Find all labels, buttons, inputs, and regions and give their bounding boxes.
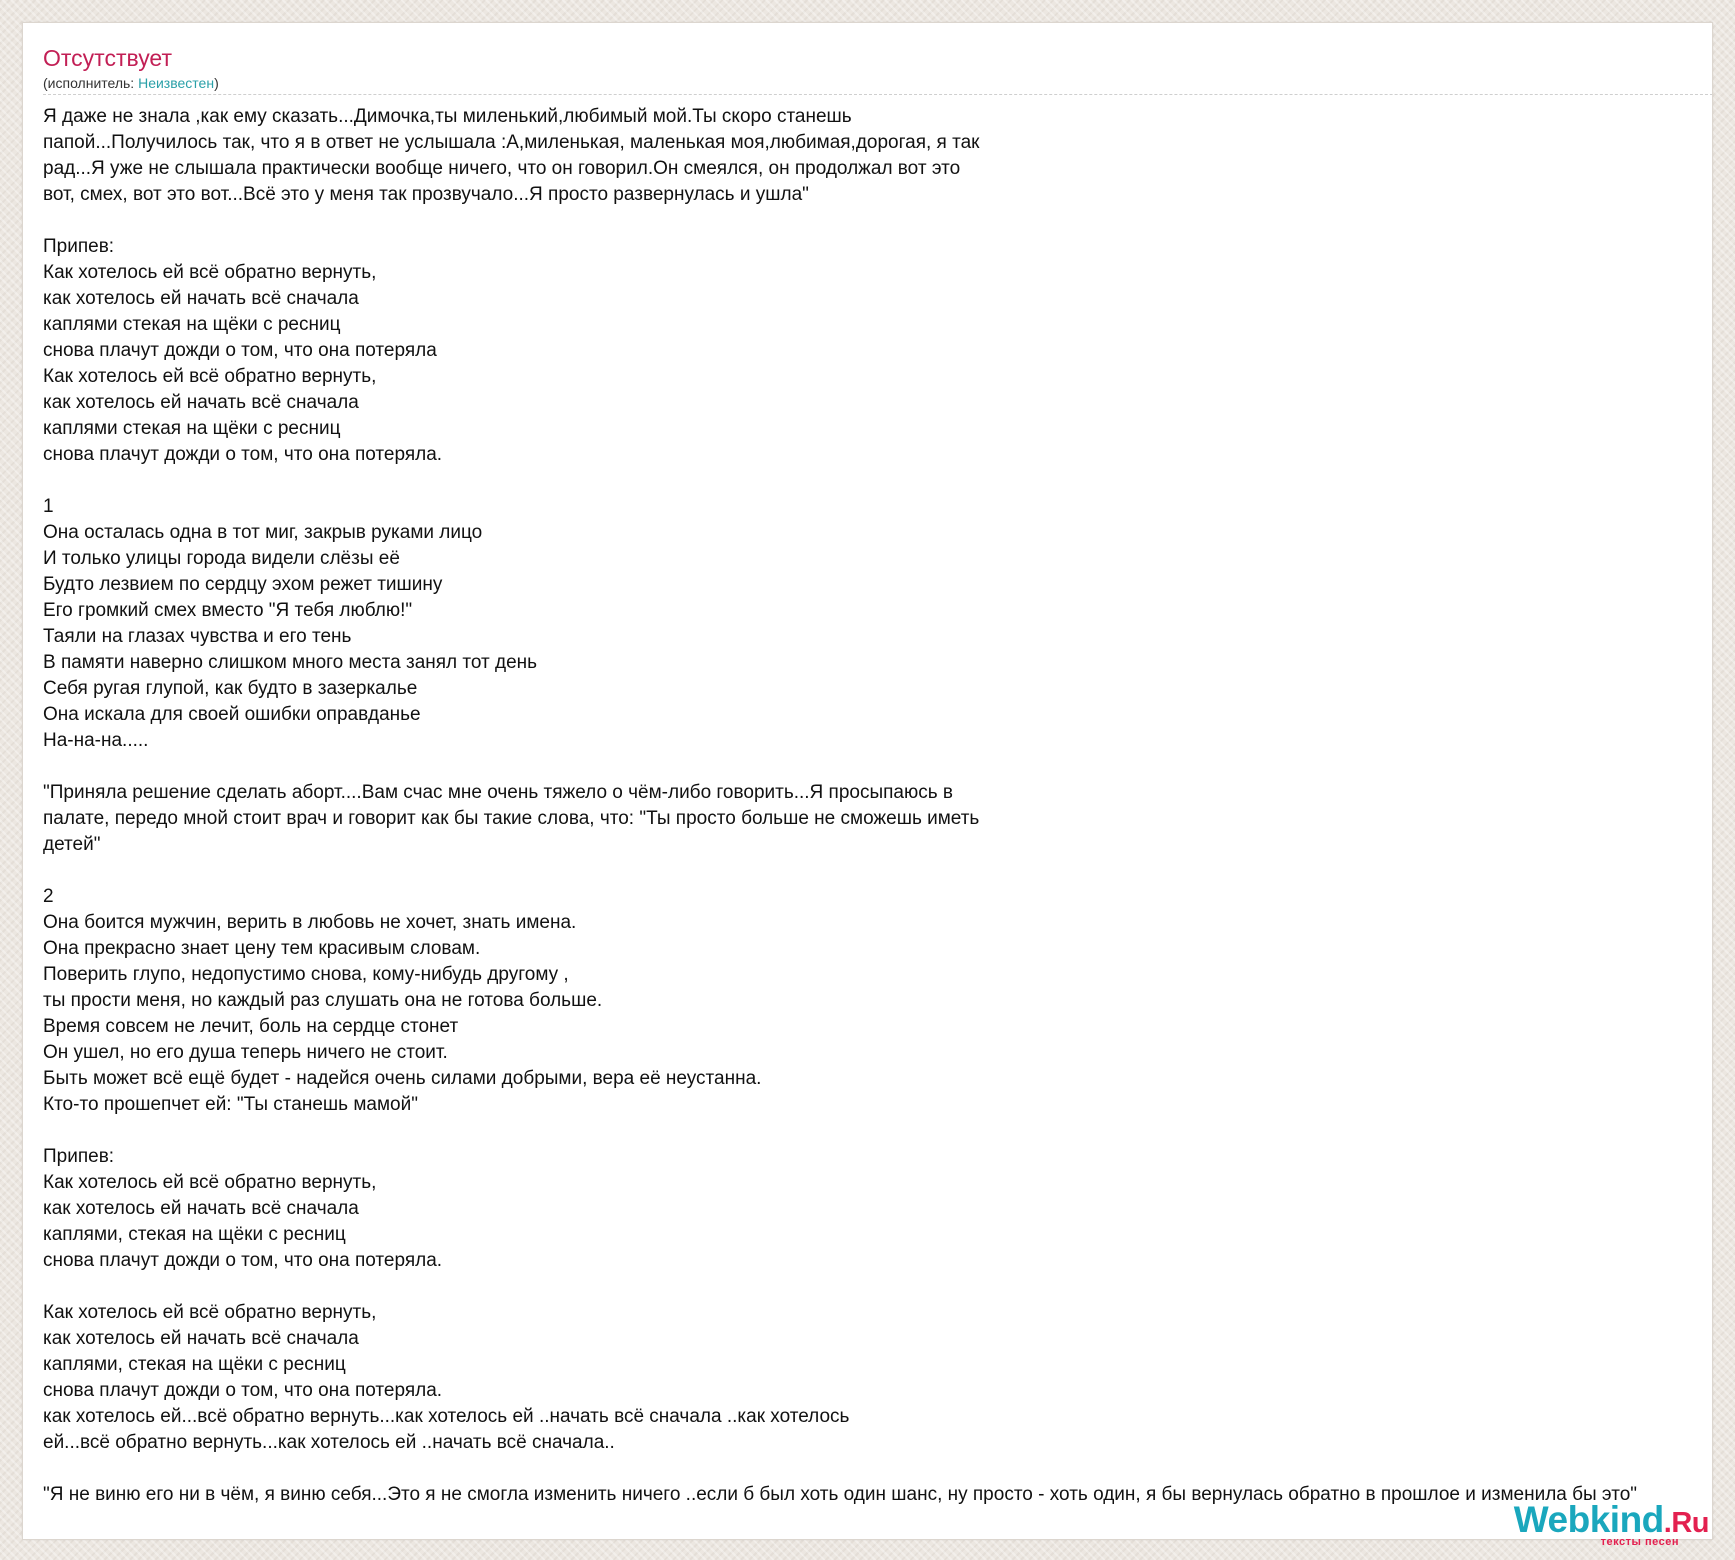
site-logo[interactable] <box>1514 1501 1709 1548</box>
lyrics-line: палате, передо мной стоит врач и говорит как бы такие слова, что: "Ты просто больше не сможешь иметь <box>43 808 980 829</box>
lyrics-line: На-на-на..... <box>43 730 149 751</box>
lyrics-line: Время совсем не лечит, боль на сердце стонет <box>43 1016 459 1037</box>
lyrics-line: снова плачут дожди о том, что она потеряла. <box>43 1380 443 1401</box>
lyrics-line: ей...всё обратно вернуть...как хотелось ей ..начать всё сначала.. <box>43 1432 615 1453</box>
lyrics-line: И только улицы города видели слёзы её <box>43 548 400 569</box>
logo-tagline: тексты песен <box>1600 1536 1679 1548</box>
lyrics-blank-line <box>43 754 1713 780</box>
lyrics-blank-line <box>43 858 1713 884</box>
lyrics-line: ты прости меня, но каждый раз слушать она не готова больше. <box>43 990 603 1011</box>
lyrics-line: снова плачут дожди о том, что она потеряла <box>43 340 437 361</box>
lyrics-line: "Я не виню его ни в чём, я виню себя...Это я не смогла изменить ничего ..если б был хоть один шанс, ну просто - хоть один, я бы вернулась обратно в прошлое и изменила бы это" <box>43 1484 1638 1505</box>
lyrics-line: папой...Получилось так, что я в ответ не услышала :А,миленькая, маленькая моя,любимая,дорогая, я так <box>43 132 980 153</box>
lyrics-line: Припев: <box>43 236 115 257</box>
lyrics-line: Себя ругая глупой, как будто в зазеркалье <box>43 678 418 699</box>
lyrics-line: Как хотелось ей всё обратно вернуть, <box>43 366 377 387</box>
lyrics-blank-line <box>43 468 1713 494</box>
lyrics-line: Припев: <box>43 1146 115 1167</box>
lyrics-line: каплями, стекая на щёки с ресниц <box>43 1354 346 1375</box>
lyrics-line: как хотелось ей начать всё сначала <box>43 1328 359 1349</box>
lyrics-line: как хотелось ей начать всё сначала <box>43 1198 359 1219</box>
logo-ru-text: .Ru <box>1663 1507 1709 1539</box>
lyrics-blank-line <box>43 1274 1713 1300</box>
lyrics-blank-line <box>43 208 1713 234</box>
lyrics-line: снова плачут дожди о том, что она потеряла. <box>43 444 443 465</box>
lyrics-line: как хотелось ей начать всё сначала <box>43 392 359 413</box>
lyrics-line: "Приняла решение сделать аборт....Вам счас мне очень тяжело о чём-либо говорить...Я просыпаюсь в <box>43 782 954 803</box>
lyrics-line: 2 <box>43 886 54 907</box>
lyrics-line: каплями стекая на щёки с ресниц <box>43 418 341 439</box>
artist-line <box>43 75 219 91</box>
lyrics-line: Она боится мужчин, верить в любовь не хочет, знать имена. <box>43 912 577 933</box>
lyrics-line: Она прекрасно знает цену тем красивым словам. <box>43 938 481 959</box>
lyrics-line: В памяти наверно слишком много места занял тот день <box>43 652 538 673</box>
lyrics-line: каплями, стекая на щёки с ресниц <box>43 1224 346 1245</box>
logo-web-text: Webkind <box>1513 1499 1664 1540</box>
lyrics-line: вот, смех, вот это вот...Всё это у меня так прозвучало...Я просто развернулась и ушла" <box>43 184 809 205</box>
lyrics-line: Быть может всё ещё будет - надейся очень силами добрыми, вера её неустанна. <box>43 1068 762 1089</box>
lyrics-blank-line <box>43 1118 1713 1144</box>
lyrics-line: Она осталась одна в тот миг, закрыв руками лицо <box>43 522 483 543</box>
lyrics-line: Поверить глупо, недопустимо снова, кому-нибудь другому , <box>43 964 569 985</box>
lyrics-line: Я даже не знала ,как ему сказать...Димочка,ты миленький,любимый мой.Ты скоро станешь <box>43 106 852 127</box>
lyrics-line: Он ушел, но его душа теперь ничего не стоит. <box>43 1042 448 1063</box>
lyrics-line: Таяли на глазах чувства и его тень <box>43 626 352 647</box>
lyrics-line: Кто-то прошепчет ей: "Ты станешь мамой" <box>43 1094 418 1115</box>
song-title: Отсутствует <box>43 45 172 71</box>
lyrics-line: как хотелось ей...всё обратно вернуть...как хотелось ей ..начать всё сначала ..как хотелось <box>43 1406 850 1427</box>
lyrics-card <box>22 22 1713 1540</box>
artist-suffix: ) <box>214 75 219 91</box>
lyrics-text <box>43 104 1713 1508</box>
lyrics-blank-line <box>43 1456 1713 1482</box>
lyrics-line: Как хотелось ей всё обратно вернуть, <box>43 1172 377 1193</box>
lyrics-line: каплями стекая на щёки с ресниц <box>43 314 341 335</box>
lyrics-line: Как хотелось ей всё обратно вернуть, <box>43 1302 377 1323</box>
lyrics-line: Как хотелось ей всё обратно вернуть, <box>43 262 377 283</box>
lyrics-line: 1 <box>43 496 54 517</box>
header-divider <box>43 94 1713 95</box>
lyrics-line: Она искала для своей ошибки оправданье <box>43 704 421 725</box>
lyrics-line: снова плачут дожди о том, что она потеряла. <box>43 1250 443 1271</box>
lyrics-line: Его громкий смех вместо "Я тебя люблю!" <box>43 600 413 621</box>
lyrics-line: Будто лезвием по сердцу эхом режет тишину <box>43 574 443 595</box>
artist-prefix: (исполнитель: <box>43 75 139 91</box>
lyrics-line: как хотелось ей начать всё сначала <box>43 288 359 309</box>
artist-link[interactable]: Неизвестен <box>138 75 215 91</box>
lyrics-line: детей" <box>43 834 101 855</box>
lyrics-line: рад...Я уже не слышала практически вообще ничего, что он говорил.Он смеялся, он продолжал вот это <box>43 158 961 179</box>
